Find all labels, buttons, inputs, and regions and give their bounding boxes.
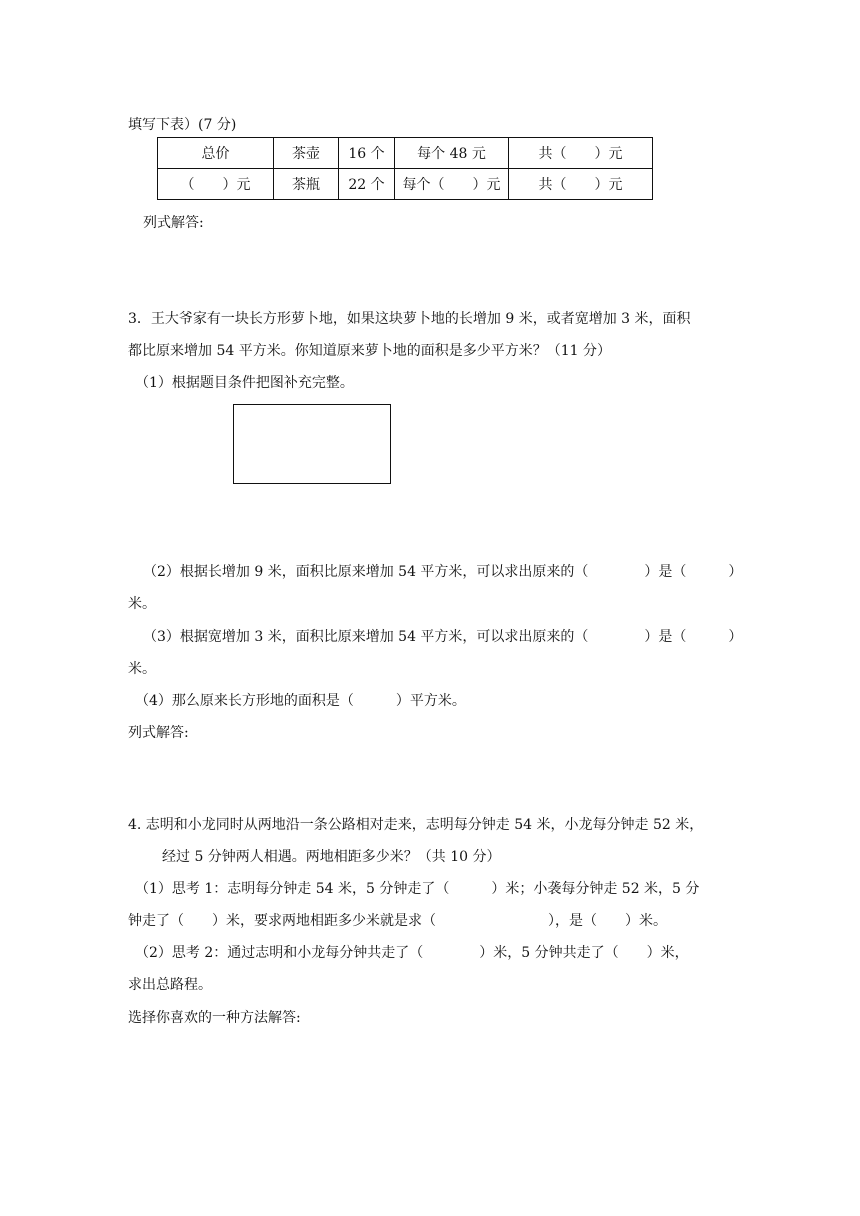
q3-answer-label: 列式解答: [128, 725, 189, 741]
q2-intro: 填写下表）(7 分) [128, 117, 237, 133]
q4-sub1-line2: 钟走了（ ）米，要求两地相距多少米就是求（ ），是（ ）米。 [128, 913, 667, 929]
table-cell: 茶壶 [274, 138, 339, 169]
q3-sub3-line2: 米。 [128, 661, 156, 677]
q4-sub2-line2: 求出总路程。 [128, 977, 212, 993]
table-cell: 总价 [158, 138, 274, 169]
q4-text-line1: 4. 志明和小龙同时从两地沿一条公路相对走来，志明每分钟走 54 米，小龙每分钟走 52 米， [128, 817, 704, 833]
table-cell: 共（ ）元 [509, 138, 653, 169]
q3-sub1: （1）根据题目条件把图补充完整。 [135, 375, 354, 391]
q4-text-line2: 经过 5 分钟两人相遇。两地相距多少米？（共 10 分） [162, 849, 501, 865]
table-cell: 共（ ）元 [509, 169, 653, 200]
q3-sub2-line1: （2）根据长增加 9 米，面积比原来增加 54 平方米，可以求出原来的（ ）是（ ） [143, 564, 743, 580]
q3-sub3-line1: （3）根据宽增加 3 米，面积比原来增加 54 平方米，可以求出原来的（ ）是（ ） [143, 629, 743, 645]
table-cell: （ ）元 [158, 169, 274, 200]
q3-sub2-line2: 米。 [128, 596, 156, 612]
table-cell: 22 个 [339, 169, 395, 200]
q4-sub2-line1: （2）思考 2：通过志明和小龙每分钟共走了（ ）米，5 分钟共走了（ ）米， [135, 945, 689, 961]
table-cell: 16 个 [339, 138, 395, 169]
table-row [158, 138, 653, 169]
table-cell: 每个 48 元 [395, 138, 509, 169]
rectangle-diagram [233, 404, 391, 484]
q4-sub1-line1: （1）思考 1：志明每分钟走 54 米，5 分钟走了（ ）米；小袭每分钟走 52 米，5 分 [135, 881, 700, 897]
table-row [158, 169, 653, 200]
table-cell: 每个（ ）元 [395, 169, 509, 200]
q3-text-line1: 3．王大爷家有一块长方形萝卜地，如果这块萝卜地的长增加 9 米，或者宽增加 3 米，面积 [128, 311, 691, 327]
q2-answer-label: 列式解答: [143, 215, 204, 231]
table-cell: 茶瓶 [274, 169, 339, 200]
q3-text-line2: 都比原来增加 54 平方米。你知道原来萝卜地的面积是多少平方米？（11 分） [128, 343, 611, 359]
q3-sub4: （4）那么原来长方形地的面积是（ ）平方米。 [135, 693, 466, 709]
price-table [157, 137, 653, 200]
q4-answer-label: 选择你喜欢的一种方法解答: [128, 1010, 301, 1026]
